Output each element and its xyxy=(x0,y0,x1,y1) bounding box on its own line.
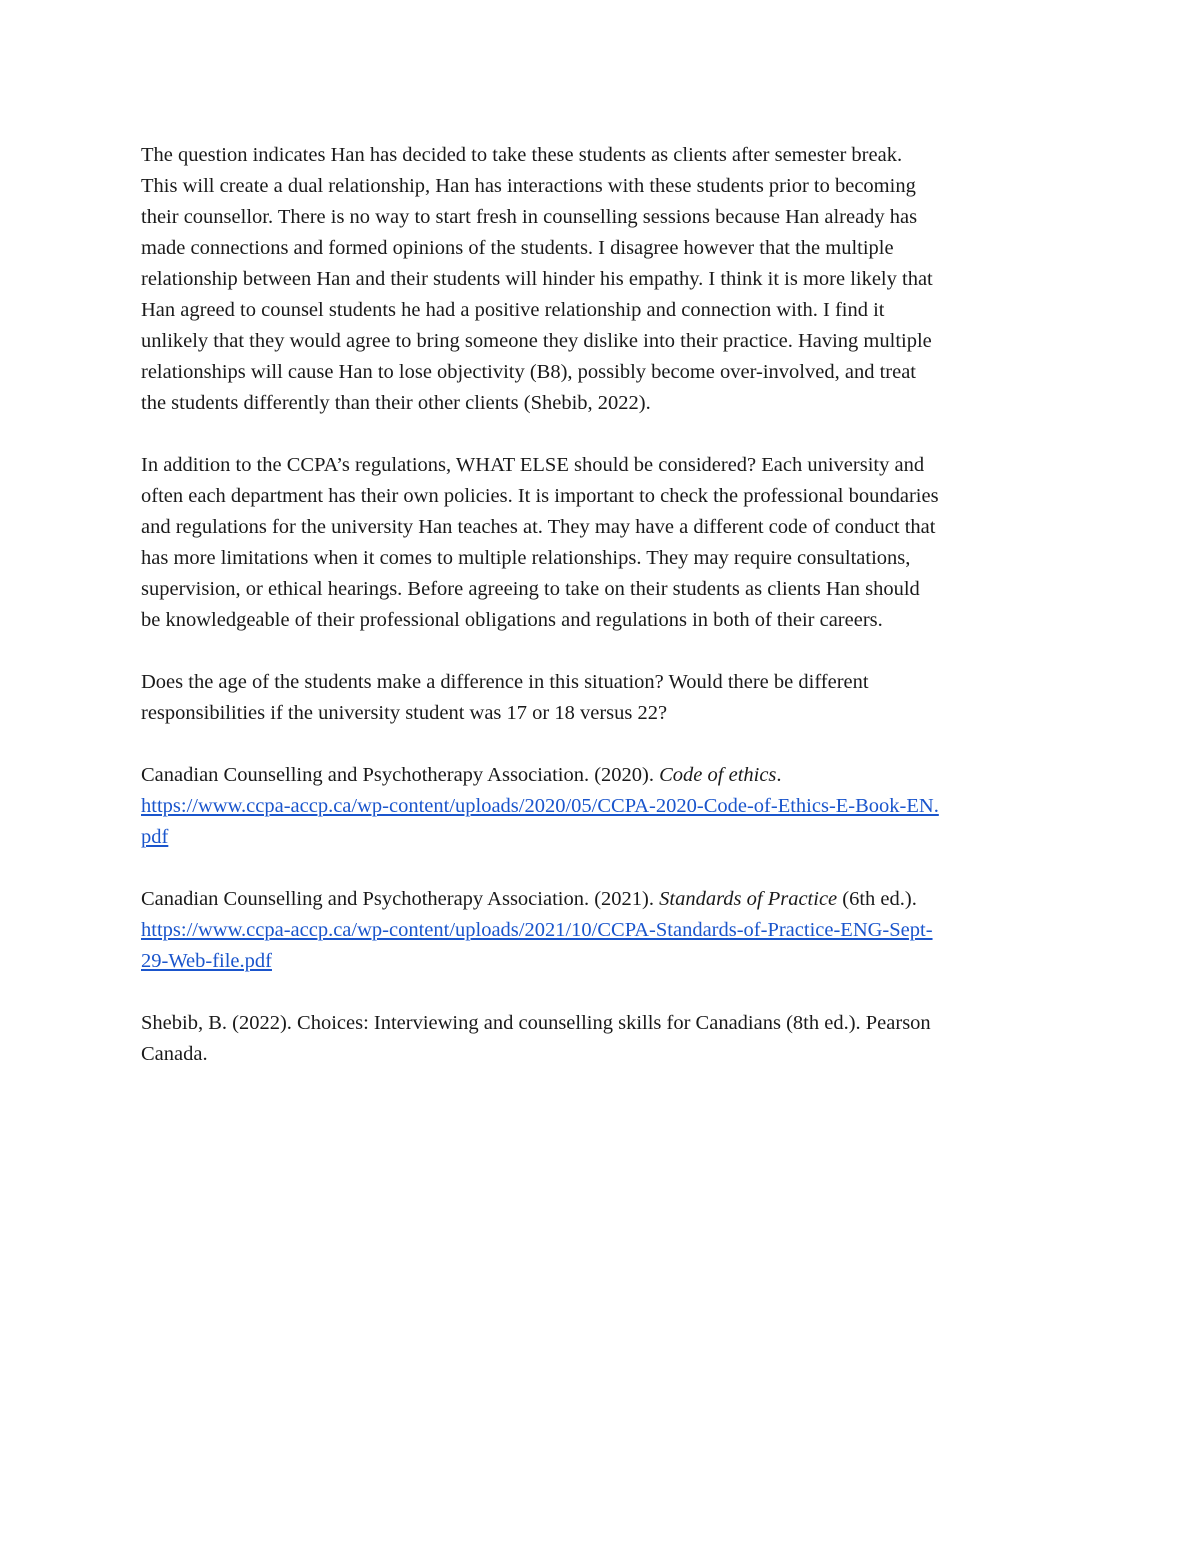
reference-title: Standards of Practice xyxy=(659,888,838,910)
text-line: often each department has their own policies. It is important to check the professional boundaries xyxy=(141,485,939,507)
text-line: the students differently than their other clients (Shebib, 2022). xyxy=(141,392,651,414)
reference-shebib xyxy=(141,1008,1066,1070)
reference-citation: Shebib, B. (2022). Choices: Interviewing and counselling skills for Canadians (8th ed.). Pearson xyxy=(141,1012,931,1034)
text-line: and regulations for the university Han teaches at. They may have a different code of conduct that xyxy=(141,516,936,538)
paragraph-age-question xyxy=(141,667,1066,729)
reference-link-continuation[interactable]: pdf xyxy=(141,826,169,848)
text-line: has more limitations when it comes to multiple relationships. They may require consultations, xyxy=(141,547,911,569)
text-line: The question indicates Han has decided to take these students as clients after semester break. xyxy=(141,144,903,166)
text-line: Does the age of the students make a difference in this situation? Would there be different xyxy=(141,671,869,693)
reference-citation-continuation: Canada. xyxy=(141,1043,208,1065)
reference-link[interactable]: https://www.ccpa-accp.ca/wp-content/uploads/2020/05/CCPA-2020-Code-of-Ethics-E-Book-EN. xyxy=(141,795,939,817)
text-line: unlikely that they would agree to bring someone they dislike into their practice. Having multiple xyxy=(141,330,932,352)
text-line: This will create a dual relationship, Han has interactions with these students prior to becoming xyxy=(141,175,916,197)
reference-author-year: Canadian Counselling and Psychotherapy Association. (2020). xyxy=(141,764,660,786)
reference-suffix: (6th ed.). xyxy=(837,888,917,910)
text-line: Han agreed to counsel students he had a positive relationship and connection with. I find it xyxy=(141,299,885,321)
paragraph-what-else xyxy=(141,450,1066,636)
text-line: be knowledgeable of their professional obligations and regulations in both of their careers. xyxy=(141,609,883,631)
reference-code-of-ethics xyxy=(141,760,1066,853)
reference-author-year: Canadian Counselling and Psychotherapy Association. (2021). xyxy=(141,888,660,910)
text-line: relationships will cause Han to lose objectivity (B8), possibly become over-involved, and treat xyxy=(141,361,916,383)
reference-suffix: . xyxy=(776,764,782,786)
document-page xyxy=(141,140,1066,1101)
text-line: responsibilities if the university student was 17 or 18 versus 22? xyxy=(141,702,668,724)
paragraph-dual-relationship xyxy=(141,140,1066,419)
text-line: made connections and formed opinions of the students. I disagree however that the multiple xyxy=(141,237,894,259)
text-line: supervision, or ethical hearings. Before agreeing to take on their students as clients Han should xyxy=(141,578,920,600)
text-line: relationship between Han and their students will hinder his empathy. I think it is more likely that xyxy=(141,268,933,290)
reference-citation xyxy=(141,760,1066,791)
reference-title: Code of ethics xyxy=(659,764,777,786)
text-line: their counsellor. There is no way to start fresh in counselling sessions because Han already has xyxy=(141,206,918,228)
reference-link[interactable]: https://www.ccpa-accp.ca/wp-content/uploads/2021/10/CCPA-Standards-of-Practice-ENG-Sept- xyxy=(141,919,933,941)
reference-standards-of-practice xyxy=(141,884,1066,977)
reference-link-continuation[interactable]: 29-Web-file.pdf xyxy=(141,950,272,972)
reference-citation xyxy=(141,884,1066,915)
text-line: In addition to the CCPA’s regulations, WHAT ELSE should be considered? Each university and xyxy=(141,454,925,476)
